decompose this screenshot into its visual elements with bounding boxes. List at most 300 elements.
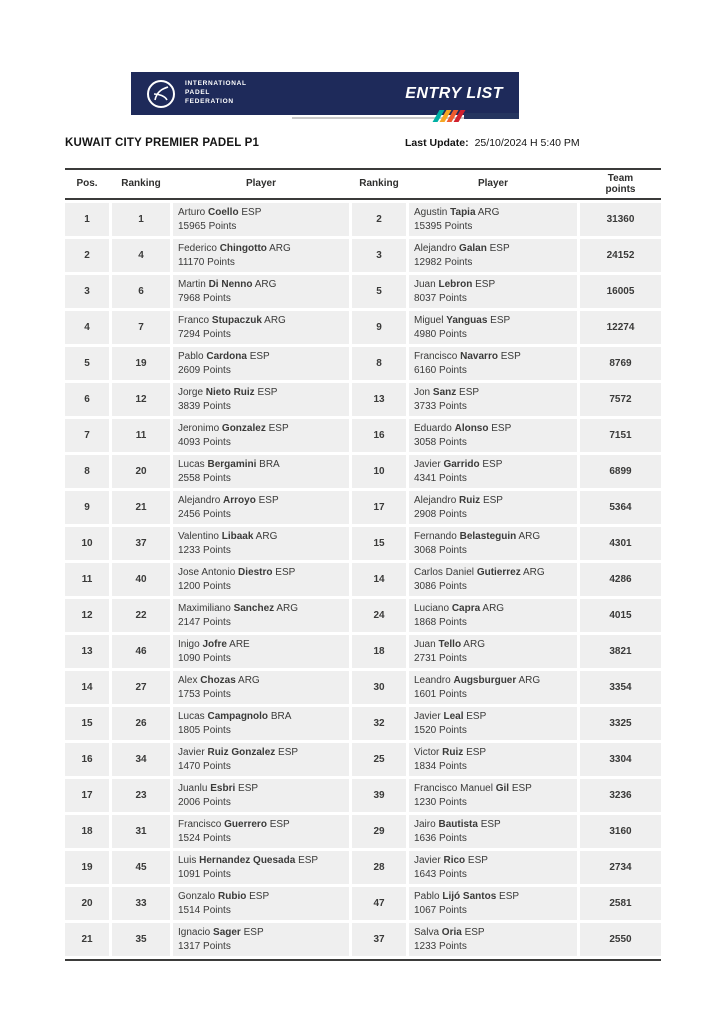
- player2-first-name: Javier: [414, 855, 441, 866]
- player2-country: ESP: [466, 711, 487, 722]
- col-header-player-1: Player: [245, 178, 277, 190]
- player1-name: [178, 242, 291, 256]
- player2-first-name: Luciano: [414, 603, 450, 614]
- entry-table-body: [65, 203, 661, 956]
- position-cell: 4: [65, 311, 109, 344]
- ranking-cell-player2: 15: [352, 527, 406, 560]
- player1-points: 1753 Points: [178, 688, 231, 700]
- player1-points: 2147 Points: [178, 616, 231, 628]
- position-cell: 13: [65, 635, 109, 668]
- player1-name: [178, 458, 280, 472]
- ranking-cell-player2: 37: [352, 923, 406, 956]
- player2-cell: [409, 779, 577, 812]
- ranking-cell-player2: 29: [352, 815, 406, 848]
- position-cell: 18: [65, 815, 109, 848]
- table-row: [65, 779, 661, 812]
- team-points-cell: 3236: [580, 779, 661, 812]
- player2-cell: [409, 203, 577, 236]
- position-cell: 1: [65, 203, 109, 236]
- table-bottom-border: [65, 959, 661, 961]
- player2-name: [414, 494, 503, 508]
- player1-last-name: Sanchez: [233, 603, 275, 614]
- table-row: [65, 455, 661, 488]
- team-points-cell: 4301: [580, 527, 661, 560]
- player2-first-name: Carlos Daniel: [414, 567, 475, 578]
- table-row: [65, 851, 661, 884]
- player2-first-name: Javier: [414, 711, 441, 722]
- player2-country: ESP: [489, 243, 510, 254]
- player2-name: [414, 350, 521, 364]
- player2-points: 3733 Points: [414, 400, 467, 412]
- ranking-cell-player2: 13: [352, 383, 406, 416]
- player1-country: ESP: [268, 423, 289, 434]
- ranking-cell-player1: 37: [112, 527, 170, 560]
- player1-first-name: Inigo: [178, 639, 200, 650]
- player1-cell: [173, 419, 349, 452]
- player2-country: ESP: [490, 315, 511, 326]
- player1-first-name: Gonzalo: [178, 891, 216, 902]
- ranking-cell-player2: 9: [352, 311, 406, 344]
- player1-last-name: Di Nenno: [208, 279, 253, 290]
- player1-points: 1200 Points: [178, 580, 231, 592]
- player1-country: ESP: [243, 927, 264, 938]
- ranking-cell-player2: 39: [352, 779, 406, 812]
- position-cell: 16: [65, 743, 109, 776]
- player2-last-name: Sanz: [432, 387, 457, 398]
- col-header-pos: Pos.: [76, 178, 98, 190]
- player2-name: [414, 638, 485, 652]
- player2-last-name: Oria: [441, 927, 462, 938]
- player2-last-name: Garrido: [443, 459, 480, 470]
- ranking-cell-player1: 6: [112, 275, 170, 308]
- player2-points: 4341 Points: [414, 472, 467, 484]
- player2-cell: [409, 851, 577, 884]
- player1-cell: [173, 599, 349, 632]
- player2-last-name: Navarro: [460, 351, 498, 362]
- player1-name: [178, 350, 270, 364]
- team-points-cell: 7572: [580, 383, 661, 416]
- team-points-cell: 6899: [580, 455, 661, 488]
- player2-first-name: Francisco Manuel: [414, 783, 493, 794]
- player2-name: [414, 458, 502, 472]
- player1-name: [178, 602, 298, 616]
- player1-first-name: Alejandro: [178, 495, 221, 506]
- player2-points: 1601 Points: [414, 688, 467, 700]
- player2-cell: [409, 455, 577, 488]
- player1-cell: [173, 635, 349, 668]
- player2-country: ESP: [475, 279, 496, 290]
- col-header-team-points: [580, 171, 661, 198]
- player1-first-name: Federico: [178, 243, 217, 254]
- ranking-cell-player2: 10: [352, 455, 406, 488]
- player1-last-name: Nieto Ruiz: [205, 387, 255, 398]
- player1-points: 1805 Points: [178, 724, 231, 736]
- position-cell: 8: [65, 455, 109, 488]
- player2-last-name: Ruiz: [442, 747, 464, 758]
- player1-name: [178, 386, 277, 400]
- team-points-header-label: Team points: [605, 172, 636, 195]
- player1-country: ESP: [298, 855, 319, 866]
- player2-last-name: Gutierrez: [476, 567, 521, 578]
- player1-last-name: Gonzalez: [221, 423, 266, 434]
- player1-first-name: Jorge: [178, 387, 204, 398]
- player1-points: 7294 Points: [178, 328, 231, 340]
- player2-points: 3058 Points: [414, 436, 467, 448]
- player2-name: [414, 386, 479, 400]
- player2-cell: [409, 527, 577, 560]
- player2-country: ESP: [491, 423, 512, 434]
- table-row: [65, 203, 661, 236]
- player2-last-name: Alonso: [454, 423, 489, 434]
- ranking-cell-player1: 20: [112, 455, 170, 488]
- team-points-cell: 3304: [580, 743, 661, 776]
- player1-cell: [173, 347, 349, 380]
- team-points-cell: 3821: [580, 635, 661, 668]
- player2-country: ESP: [480, 819, 501, 830]
- player1-name: [178, 206, 261, 220]
- player2-name: [414, 818, 501, 832]
- player2-points: 1233 Points: [414, 940, 467, 952]
- position-cell: 17: [65, 779, 109, 812]
- ranking-cell-player1: 11: [112, 419, 170, 452]
- player2-first-name: Jairo: [414, 819, 436, 830]
- player1-country: ARG: [255, 531, 278, 542]
- player1-name: [178, 890, 269, 904]
- player2-points: 8037 Points: [414, 292, 467, 304]
- player1-points: 11170 Points: [178, 256, 235, 268]
- position-cell: 10: [65, 527, 109, 560]
- ranking-cell-player1: 31: [112, 815, 170, 848]
- last-update-value: 25/10/2024 H 5:40 PM: [474, 137, 580, 149]
- player1-name: [178, 710, 291, 724]
- player2-first-name: Pablo: [414, 891, 440, 902]
- player2-cell: [409, 923, 577, 956]
- player1-last-name: Sager: [213, 927, 241, 938]
- position-cell: 3: [65, 275, 109, 308]
- player1-country: ESP: [257, 387, 278, 398]
- player2-cell: [409, 887, 577, 920]
- player1-cell: [173, 923, 349, 956]
- player2-last-name: Augsburguer: [453, 675, 517, 686]
- player1-country: ESP: [249, 351, 270, 362]
- position-cell: 15: [65, 707, 109, 740]
- player1-country: ARG: [254, 279, 277, 290]
- ranking-cell-player1: 12: [112, 383, 170, 416]
- player1-country: ESP: [278, 747, 299, 758]
- ranking-cell-player2: 28: [352, 851, 406, 884]
- team-points-cell: 8769: [580, 347, 661, 380]
- player2-points: 4980 Points: [414, 328, 467, 340]
- entry-list-banner-title: ENTRY LIST: [405, 84, 503, 102]
- player1-country: ESP: [275, 567, 296, 578]
- player1-last-name: Bergamini: [207, 459, 257, 470]
- table-row: [65, 383, 661, 416]
- player1-points: 1524 Points: [178, 832, 231, 844]
- player2-points: 3068 Points: [414, 544, 467, 556]
- ranking-cell-player1: 23: [112, 779, 170, 812]
- player1-cell: [173, 491, 349, 524]
- player1-last-name: Chingotto: [219, 243, 267, 254]
- player1-first-name: Martin: [178, 279, 206, 290]
- player2-cell: [409, 491, 577, 524]
- player2-points: 2731 Points: [414, 652, 467, 664]
- ranking-cell-player1: 33: [112, 887, 170, 920]
- player2-last-name: Capra: [451, 603, 481, 614]
- player1-name: [178, 422, 289, 436]
- team-points-cell: 2550: [580, 923, 661, 956]
- player1-country: ARG: [276, 603, 299, 614]
- player2-last-name: Yanguas: [446, 315, 488, 326]
- player1-name: [178, 746, 298, 760]
- player1-country: ARG: [264, 315, 286, 326]
- player2-last-name: Ruiz: [459, 495, 481, 506]
- player2-cell: [409, 383, 577, 416]
- player2-last-name: Bautista: [438, 819, 478, 830]
- player1-country: BRA: [270, 711, 292, 722]
- player1-last-name: Cardona: [206, 351, 247, 362]
- player1-points: 1470 Points: [178, 760, 231, 772]
- position-cell: 19: [65, 851, 109, 884]
- col-header-ranking-1: Ranking: [121, 178, 161, 190]
- player1-name: [178, 638, 250, 652]
- ranking-cell-player1: 7: [112, 311, 170, 344]
- ranking-cell-player1: 26: [112, 707, 170, 740]
- player2-name: [414, 926, 485, 940]
- player1-name: [178, 494, 279, 508]
- player1-first-name: Francisco: [178, 819, 222, 830]
- player1-points: 1090 Points: [178, 652, 231, 664]
- player1-cell: [173, 851, 349, 884]
- player2-cell: [409, 599, 577, 632]
- ranking-cell-player2: 25: [352, 743, 406, 776]
- position-cell: 12: [65, 599, 109, 632]
- player2-name: [414, 710, 486, 724]
- player1-first-name: Pablo: [178, 351, 204, 362]
- player2-country: ARG: [518, 531, 541, 542]
- player2-points: 1643 Points: [414, 868, 467, 880]
- player1-last-name: Stupaczuk: [211, 315, 262, 326]
- player1-country: ESP: [238, 783, 259, 794]
- player1-cell: [173, 563, 349, 596]
- table-row: [65, 239, 661, 272]
- player1-name: [178, 674, 260, 688]
- ranking-cell-player1: 46: [112, 635, 170, 668]
- player2-first-name: Jon: [414, 387, 431, 398]
- player2-first-name: Alejandro: [414, 495, 457, 506]
- position-cell: 14: [65, 671, 109, 704]
- entry-list-table: [65, 168, 661, 961]
- position-cell: 9: [65, 491, 109, 524]
- player2-name: [414, 674, 540, 688]
- player1-last-name: Ruiz Gonzalez: [207, 747, 276, 758]
- table-row: [65, 491, 661, 524]
- team-points-cell: 24152: [580, 239, 661, 272]
- ranking-cell-player2: 8: [352, 347, 406, 380]
- player2-first-name: Victor: [414, 747, 440, 758]
- player2-points: 1868 Points: [414, 616, 467, 628]
- ranking-cell-player2: 16: [352, 419, 406, 452]
- ranking-cell-player2: 24: [352, 599, 406, 632]
- federation-logo: [131, 78, 247, 110]
- player2-points: 15395 Points: [414, 220, 473, 232]
- player1-cell: [173, 311, 349, 344]
- ranking-cell-player2: 2: [352, 203, 406, 236]
- player1-points: 7968 Points: [178, 292, 231, 304]
- player1-cell: [173, 455, 349, 488]
- player2-first-name: Francisco: [414, 351, 458, 362]
- player2-points: 3086 Points: [414, 580, 467, 592]
- table-header-row: [65, 168, 661, 200]
- ranking-cell-player1: 4: [112, 239, 170, 272]
- player2-cell: [409, 671, 577, 704]
- player1-last-name: Rubio: [218, 891, 247, 902]
- player2-country: ESP: [499, 891, 520, 902]
- player1-first-name: Lucas: [178, 711, 205, 722]
- player1-first-name: Lucas: [178, 459, 205, 470]
- player1-name: [178, 530, 277, 544]
- position-cell: 7: [65, 419, 109, 452]
- ranking-cell-player2: 30: [352, 671, 406, 704]
- player2-cell: [409, 635, 577, 668]
- player2-name: [414, 854, 488, 868]
- player1-first-name: Ignacio: [178, 927, 211, 938]
- position-cell: 2: [65, 239, 109, 272]
- player2-country: ESP: [482, 459, 503, 470]
- player1-first-name: Alex: [178, 675, 198, 686]
- table-row: [65, 743, 661, 776]
- team-points-cell: 5364: [580, 491, 661, 524]
- player2-country: ESP: [464, 927, 485, 938]
- table-row: [65, 527, 661, 560]
- player1-first-name: Valentino: [178, 531, 219, 542]
- player2-cell: [409, 347, 577, 380]
- col-header-player-2: Player: [477, 178, 509, 190]
- player1-last-name: Chozas: [200, 675, 236, 686]
- player2-name: [414, 278, 495, 292]
- player2-first-name: Eduardo: [414, 423, 452, 434]
- player1-cell: [173, 203, 349, 236]
- player2-cell: [409, 275, 577, 308]
- ranking-cell-player1: 21: [112, 491, 170, 524]
- team-points-cell: 31360: [580, 203, 661, 236]
- player2-country: ESP: [482, 495, 503, 506]
- player2-name: [414, 566, 545, 580]
- ranking-cell-player2: 47: [352, 887, 406, 920]
- player2-country: ARG: [463, 639, 485, 650]
- player1-points: 1317 Points: [178, 940, 231, 952]
- player2-cell: [409, 311, 577, 344]
- player1-first-name: Jeronimo: [178, 423, 220, 434]
- player1-last-name: Diestro: [238, 567, 273, 578]
- position-cell: 5: [65, 347, 109, 380]
- table-row: [65, 635, 661, 668]
- team-points-cell: 3325: [580, 707, 661, 740]
- player1-points: 1233 Points: [178, 544, 231, 556]
- player1-cell: [173, 707, 349, 740]
- player1-last-name: Libaak: [221, 531, 254, 542]
- federation-logo-text: INTERNATIONAL PADEL FEDERATION: [185, 80, 247, 105]
- table-row: [65, 347, 661, 380]
- ranking-cell-player2: 3: [352, 239, 406, 272]
- ranking-cell-player2: 5: [352, 275, 406, 308]
- player2-name: [414, 746, 486, 760]
- player1-last-name: Guerrero: [224, 819, 267, 830]
- team-points-cell: 2581: [580, 887, 661, 920]
- player2-first-name: Alejandro: [414, 243, 457, 254]
- player2-last-name: Belasteguin: [459, 531, 517, 542]
- player1-last-name: Jofre: [202, 639, 227, 650]
- player1-name: [178, 566, 295, 580]
- table-row: [65, 815, 661, 848]
- team-points-cell: 3160: [580, 815, 661, 848]
- player2-points: 1834 Points: [414, 760, 467, 772]
- player1-points: 2558 Points: [178, 472, 231, 484]
- player1-first-name: Maximiliano: [178, 603, 231, 614]
- player1-points: 1091 Points: [178, 868, 231, 880]
- table-row: [65, 599, 661, 632]
- player2-last-name: Lebron: [438, 279, 473, 290]
- ranking-cell-player1: 34: [112, 743, 170, 776]
- decorative-navy-tail: [464, 113, 519, 119]
- player2-points: 6160 Points: [414, 364, 467, 376]
- player2-country: ARG: [477, 207, 500, 218]
- player1-country: ARG: [238, 675, 260, 686]
- ranking-cell-player1: 27: [112, 671, 170, 704]
- player1-first-name: Jose Antonio: [178, 567, 236, 578]
- player1-name: [178, 782, 258, 796]
- player1-first-name: Luis: [178, 855, 197, 866]
- player2-name: [414, 782, 532, 796]
- player2-country: ESP: [466, 747, 487, 758]
- ranking-cell-player2: 14: [352, 563, 406, 596]
- player2-first-name: Juan: [414, 639, 436, 650]
- player2-cell: [409, 815, 577, 848]
- player2-cell: [409, 419, 577, 452]
- table-row: [65, 563, 661, 596]
- player2-points: 1636 Points: [414, 832, 467, 844]
- player1-country: ESP: [249, 891, 270, 902]
- ranking-cell-player1: 22: [112, 599, 170, 632]
- player2-points: 1520 Points: [414, 724, 467, 736]
- player1-cell: [173, 239, 349, 272]
- player1-first-name: Franco: [178, 315, 210, 326]
- player1-cell: [173, 779, 349, 812]
- player1-points: 1514 Points: [178, 904, 231, 916]
- player1-first-name: Juanlu: [178, 783, 208, 794]
- player2-first-name: Javier: [414, 459, 441, 470]
- ranking-cell-player1: 45: [112, 851, 170, 884]
- position-cell: 6: [65, 383, 109, 416]
- player1-country: ARE: [229, 639, 250, 650]
- player1-last-name: Arroyo: [223, 495, 256, 506]
- player2-country: ESP: [511, 783, 532, 794]
- last-update-label: Last Update:: [405, 137, 469, 149]
- player1-cell: [173, 887, 349, 920]
- ranking-cell-player2: 17: [352, 491, 406, 524]
- player2-first-name: Leandro: [414, 675, 451, 686]
- player2-points: 2908 Points: [414, 508, 467, 520]
- team-points-cell: 3354: [580, 671, 661, 704]
- position-cell: 21: [65, 923, 109, 956]
- player2-first-name: Juan: [414, 279, 436, 290]
- col-header-ranking-2: Ranking: [359, 178, 399, 190]
- player2-name: [414, 314, 510, 328]
- table-row: [65, 419, 661, 452]
- position-cell: 11: [65, 563, 109, 596]
- player2-last-name: Lijó Santos: [442, 891, 497, 902]
- player2-cell: [409, 563, 577, 596]
- player1-first-name: Arturo: [178, 207, 206, 218]
